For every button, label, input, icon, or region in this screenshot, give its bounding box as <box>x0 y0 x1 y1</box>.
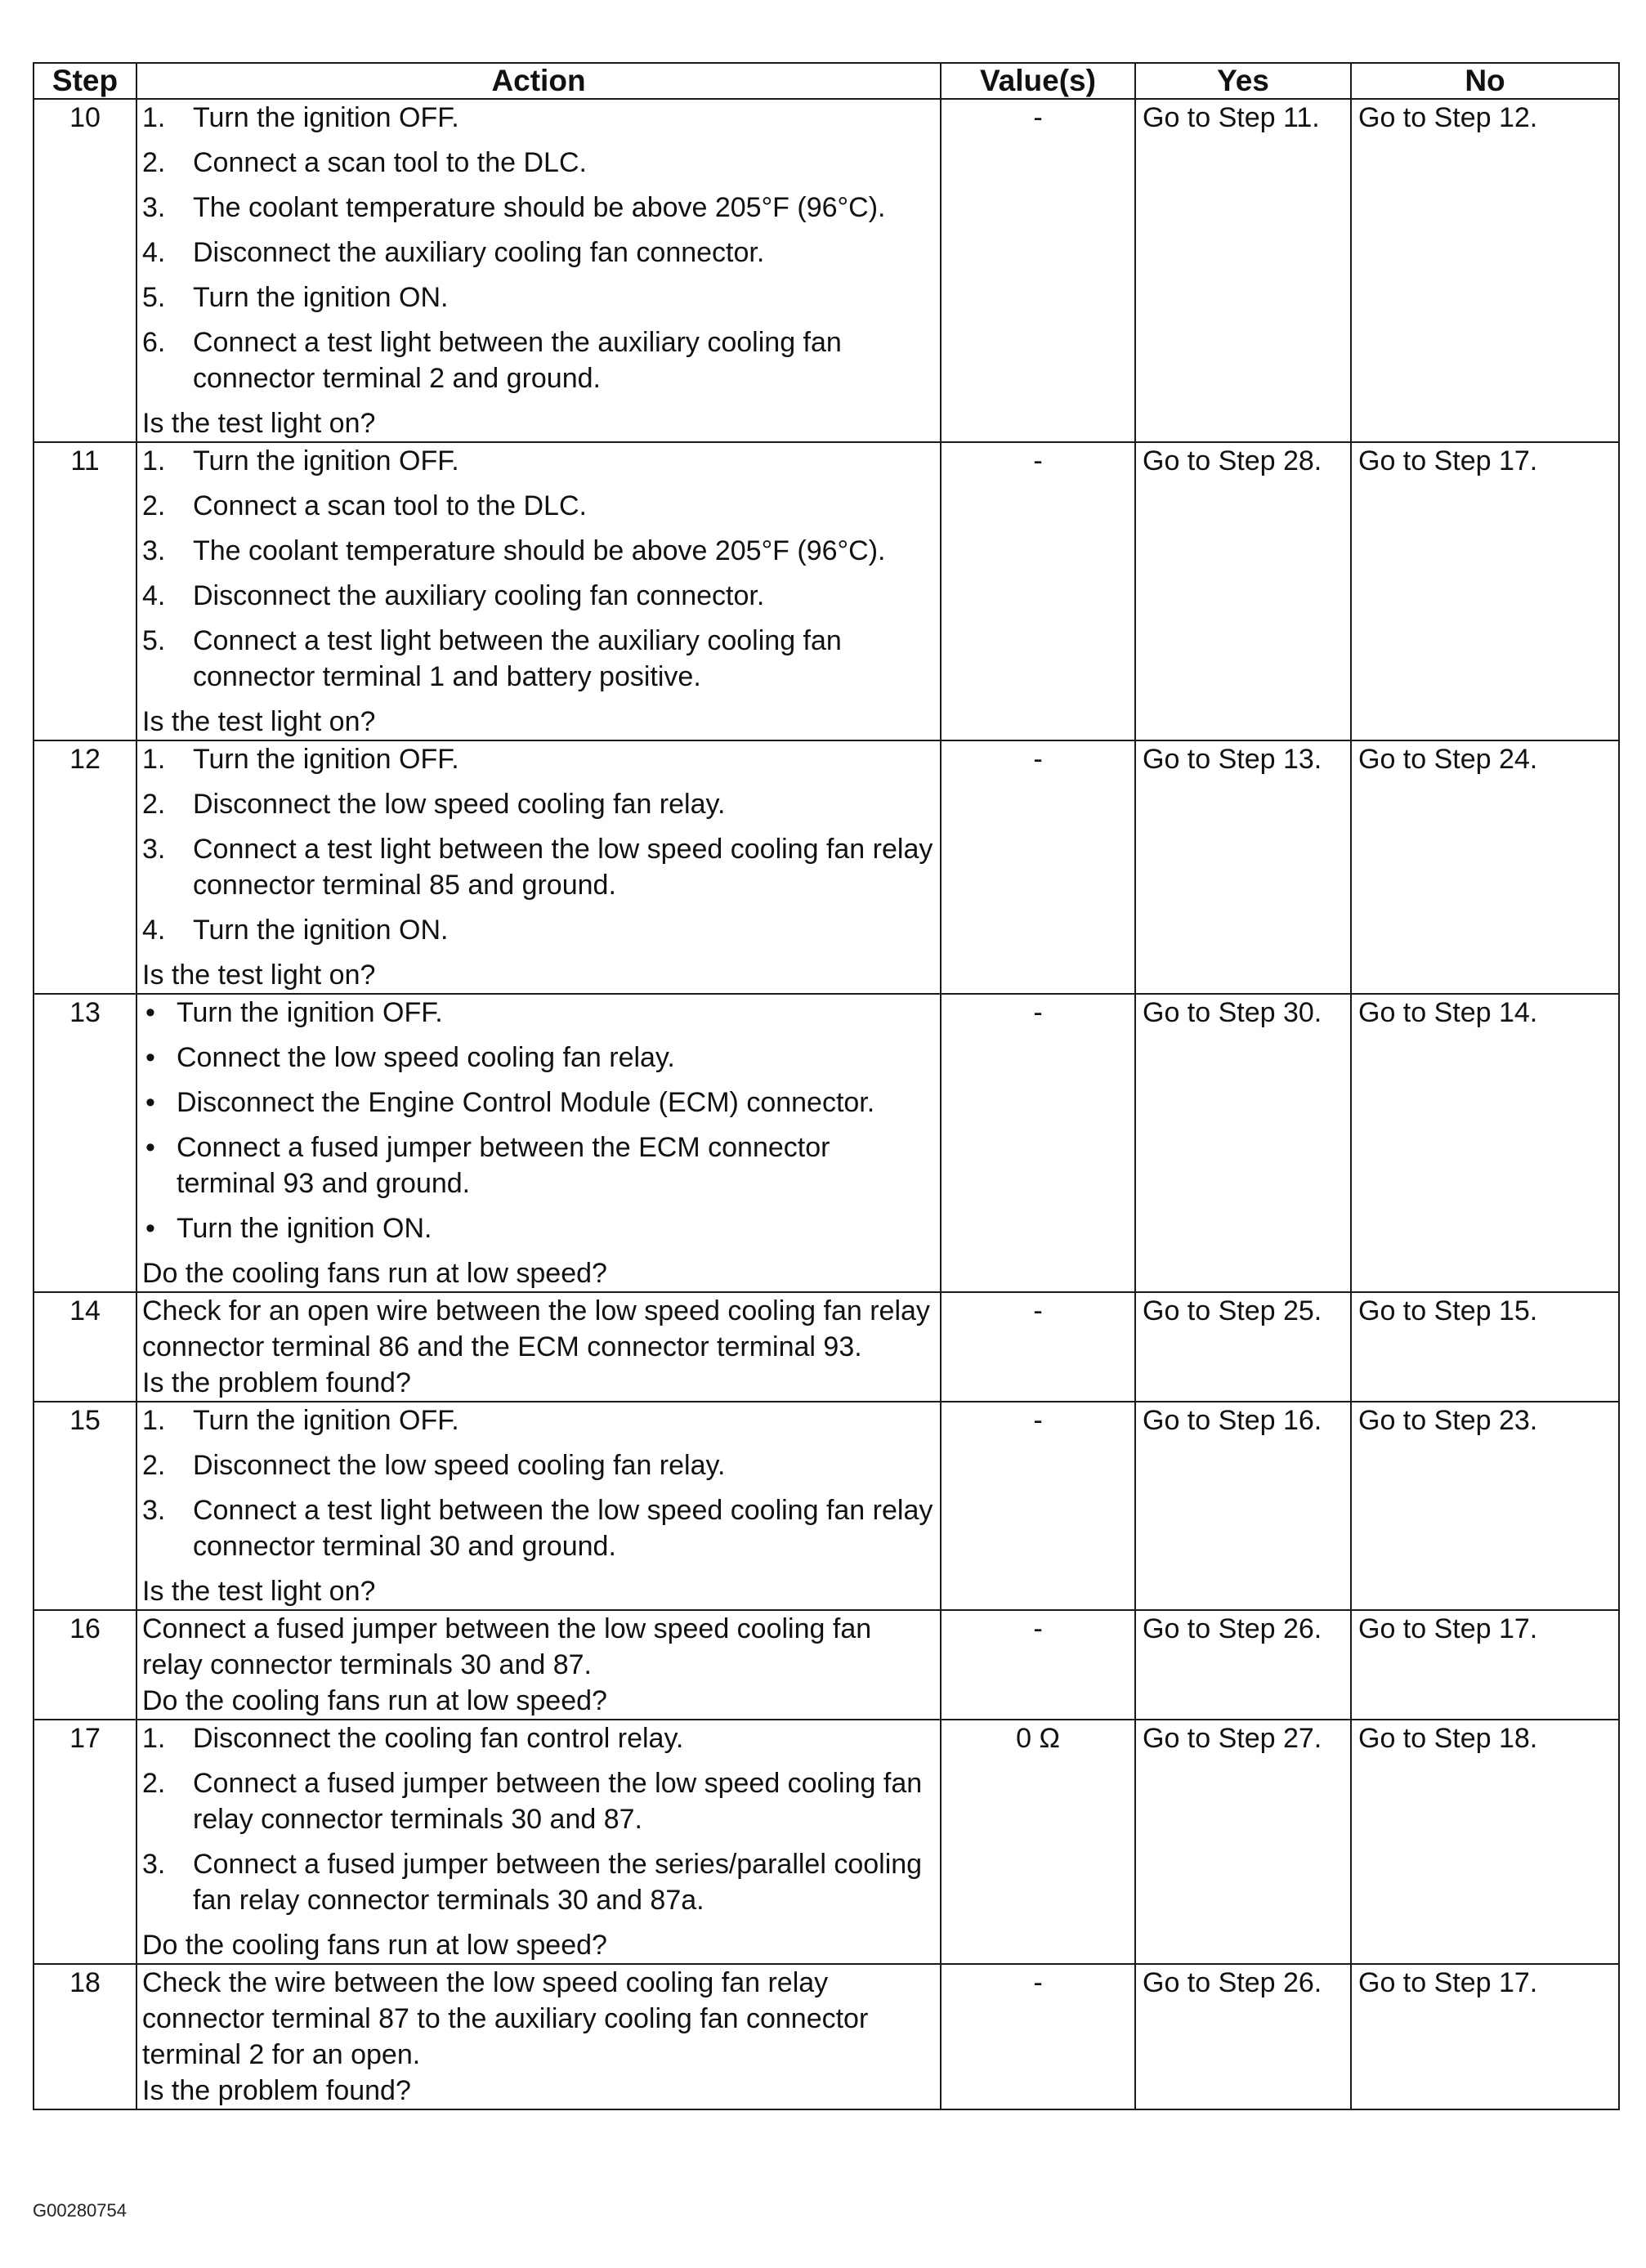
step-number: 17 <box>34 1720 136 1964</box>
action-step-text: Connect a scan tool to the DLC. <box>193 490 587 521</box>
action-step-text: The coolant temperature should be above 205°F (96°C). <box>193 535 886 566</box>
value-cell: - <box>941 442 1135 740</box>
action-step <box>142 786 935 822</box>
action-step-text: Turn the ignition ON. <box>193 282 449 313</box>
step-marker: 5. <box>142 282 166 313</box>
step-marker: 3. <box>142 834 166 865</box>
action-step-text: Connect a test light between the low speed cooling fan relay connector terminal 85 and ground. <box>193 834 933 901</box>
header-no: No <box>1351 63 1619 99</box>
action-question: Do the cooling fans run at low speed? <box>142 1685 607 1716</box>
action-step-text: Connect a test light between the low speed cooling fan relay connector terminal 30 and ground. <box>193 1495 933 1562</box>
value-cell: - <box>941 1402 1135 1610</box>
action-step <box>142 578 935 614</box>
action-step-text: Turn the ignition ON. <box>177 1213 432 1244</box>
action-steps-list <box>142 995 935 1246</box>
action-step <box>142 443 935 479</box>
step-number: 16 <box>34 1610 136 1720</box>
action-step <box>142 190 935 226</box>
action-question: Is the test light on? <box>142 960 376 991</box>
action-cell <box>136 1610 941 1720</box>
bullet-marker: • <box>145 1132 155 1163</box>
action-step <box>142 1846 935 1918</box>
action-cell <box>136 1964 941 2109</box>
step-marker: 2. <box>142 1450 166 1481</box>
action-step <box>142 324 935 396</box>
table-body <box>34 99 1619 2109</box>
yes-cell: Go to Step 27. <box>1135 1720 1351 1964</box>
action-step-text: The coolant temperature should be above 205°F (96°C). <box>193 192 886 223</box>
no-cell: Go to Step 14. <box>1351 994 1619 1292</box>
action-step-text: Turn the ignition OFF. <box>193 1405 459 1436</box>
step-number: 12 <box>34 740 136 994</box>
diagnostic-table <box>33 62 1620 2110</box>
action-step <box>142 623 935 695</box>
action-question: Is the test light on? <box>142 408 376 439</box>
action-step <box>142 1720 935 1756</box>
action-step-text: Turn the ignition OFF. <box>193 445 459 476</box>
bullet-marker: • <box>145 1213 155 1244</box>
figure-code: G00280754 <box>33 2200 127 2221</box>
step-marker: 4. <box>142 237 166 268</box>
yes-cell: Go to Step 26. <box>1135 1610 1351 1720</box>
action-step-text: Disconnect the low speed cooling fan relay. <box>193 1450 726 1481</box>
action-step-text: Connect the low speed cooling fan relay. <box>177 1042 675 1073</box>
yes-cell: Go to Step 16. <box>1135 1402 1351 1610</box>
action-step <box>142 831 935 903</box>
action-step-text: Disconnect the auxiliary cooling fan connector. <box>193 237 765 268</box>
action-text: Check the wire between the low speed cooling fan relay connector terminal 87 to the auxiliary cooling fan connector terminal 2 for an open. <box>142 1967 869 2070</box>
no-cell: Go to Step 17. <box>1351 442 1619 740</box>
step-marker: 3. <box>142 1849 166 1880</box>
header-values: Value(s) <box>941 63 1135 99</box>
step-marker: 6. <box>142 327 166 358</box>
action-step-text: Turn the ignition ON. <box>193 915 449 946</box>
action-step <box>142 1040 935 1076</box>
action-step <box>142 488 935 524</box>
step-number: 11 <box>34 442 136 740</box>
table-row <box>34 740 1619 994</box>
step-number: 18 <box>34 1964 136 2109</box>
no-cell: Go to Step 12. <box>1351 99 1619 442</box>
action-step-text: Disconnect the auxiliary cooling fan connector. <box>193 580 765 611</box>
action-step <box>142 100 935 136</box>
table-row <box>34 442 1619 740</box>
table-row <box>34 1402 1619 1610</box>
step-number: 15 <box>34 1402 136 1610</box>
no-cell: Go to Step 23. <box>1351 1402 1619 1610</box>
yes-cell: Go to Step 28. <box>1135 442 1351 740</box>
step-marker: 3. <box>142 192 166 223</box>
table-row <box>34 1292 1619 1402</box>
no-cell: Go to Step 15. <box>1351 1292 1619 1402</box>
action-question: Do the cooling fans run at low speed? <box>142 1258 607 1289</box>
step-marker: 2. <box>142 147 166 178</box>
step-marker: 4. <box>142 915 166 946</box>
table-row <box>34 1964 1619 2109</box>
no-cell: Go to Step 24. <box>1351 740 1619 994</box>
value-cell: - <box>941 99 1135 442</box>
action-step-text: Connect a test light between the auxiliary cooling fan connector terminal 1 and battery positive. <box>193 625 842 692</box>
action-step-text: Connect a fused jumper between the ECM connector terminal 93 and ground. <box>177 1132 830 1199</box>
header-yes: Yes <box>1135 63 1351 99</box>
step-marker: 1. <box>142 744 166 775</box>
action-steps-list <box>142 100 935 396</box>
action-cell <box>136 1292 941 1402</box>
action-step <box>142 235 935 271</box>
step-marker: 2. <box>142 789 166 820</box>
action-question: Is the problem found? <box>142 1367 411 1398</box>
bullet-marker: • <box>145 1042 155 1073</box>
action-step <box>142 1447 935 1483</box>
action-step <box>142 912 935 948</box>
header-action: Action <box>136 63 941 99</box>
action-steps-list <box>142 443 935 695</box>
no-cell: Go to Step 17. <box>1351 1610 1619 1720</box>
action-step-text: Connect a test light between the auxiliary cooling fan connector terminal 2 and ground. <box>193 327 842 394</box>
action-cell <box>136 99 941 442</box>
action-step <box>142 1210 935 1246</box>
yes-cell: Go to Step 11. <box>1135 99 1351 442</box>
yes-cell: Go to Step 25. <box>1135 1292 1351 1402</box>
action-step <box>142 1492 935 1564</box>
value-cell: - <box>941 994 1135 1292</box>
step-number: 13 <box>34 994 136 1292</box>
no-cell: Go to Step 17. <box>1351 1964 1619 2109</box>
action-step-text: Disconnect the Engine Control Module (ECM) connector. <box>177 1087 875 1118</box>
action-step-text: Turn the ignition OFF. <box>193 744 459 775</box>
no-cell: Go to Step 18. <box>1351 1720 1619 1964</box>
bullet-marker: • <box>145 997 155 1028</box>
action-question: Is the test light on? <box>142 706 376 737</box>
action-text: Check for an open wire between the low speed cooling fan relay connector terminal 86 and the ECM connector terminal 93. <box>142 1295 930 1362</box>
action-steps-list <box>142 741 935 948</box>
yes-cell: Go to Step 26. <box>1135 1964 1351 2109</box>
table-row <box>34 1720 1619 1964</box>
action-step <box>142 280 935 315</box>
action-step-text: Turn the ignition OFF. <box>193 102 459 133</box>
table-row <box>34 994 1619 1292</box>
action-text: Connect a fused jumper between the low speed cooling fan relay connector terminals 30 and 87. <box>142 1613 872 1680</box>
action-question: Is the test light on? <box>142 1576 376 1607</box>
step-marker: 4. <box>142 580 166 611</box>
value-cell: - <box>941 1964 1135 2109</box>
table-row <box>34 1610 1619 1720</box>
action-step <box>142 1765 935 1837</box>
step-marker: 1. <box>142 1723 166 1754</box>
step-marker: 5. <box>142 625 166 656</box>
action-step-text: Connect a fused jumper between the low speed cooling fan relay connector terminals 30 and 87. <box>193 1768 923 1835</box>
action-step <box>142 533 935 569</box>
action-steps-list <box>142 1402 935 1564</box>
action-step <box>142 741 935 777</box>
action-step <box>142 1085 935 1121</box>
value-cell: - <box>941 1292 1135 1402</box>
value-cell: - <box>941 740 1135 994</box>
action-cell <box>136 1720 941 1964</box>
action-steps-list <box>142 1720 935 1918</box>
yes-cell: Go to Step 13. <box>1135 740 1351 994</box>
action-step <box>142 145 935 181</box>
action-cell <box>136 994 941 1292</box>
action-step-text: Connect a fused jumper between the series/parallel cooling fan relay connector terminals 30 and 87a. <box>193 1849 923 1916</box>
step-marker: 3. <box>142 535 166 566</box>
action-cell <box>136 442 941 740</box>
step-marker: 1. <box>142 1405 166 1436</box>
action-step-text: Connect a scan tool to the DLC. <box>193 147 587 178</box>
yes-cell: Go to Step 30. <box>1135 994 1351 1292</box>
bullet-marker: • <box>145 1087 155 1118</box>
step-marker: 2. <box>142 490 166 521</box>
step-marker: 1. <box>142 102 166 133</box>
action-step-text: Turn the ignition OFF. <box>177 997 443 1028</box>
action-cell <box>136 740 941 994</box>
action-step-text: Disconnect the cooling fan control relay. <box>193 1723 684 1754</box>
step-number: 14 <box>34 1292 136 1402</box>
action-step-text: Disconnect the low speed cooling fan relay. <box>193 789 726 820</box>
header-step: Step <box>34 63 136 99</box>
action-question: Is the problem found? <box>142 2075 411 2106</box>
action-question: Do the cooling fans run at low speed? <box>142 1930 607 1961</box>
table-header-row <box>34 63 1619 99</box>
step-number: 10 <box>34 99 136 442</box>
value-cell: 0 Ω <box>941 1720 1135 1964</box>
action-cell <box>136 1402 941 1610</box>
action-step <box>142 1402 935 1438</box>
step-marker: 3. <box>142 1495 166 1526</box>
value-cell: - <box>941 1610 1135 1720</box>
step-marker: 1. <box>142 445 166 476</box>
step-marker: 2. <box>142 1768 166 1799</box>
action-step <box>142 1130 935 1201</box>
action-step <box>142 995 935 1031</box>
table-row <box>34 99 1619 442</box>
